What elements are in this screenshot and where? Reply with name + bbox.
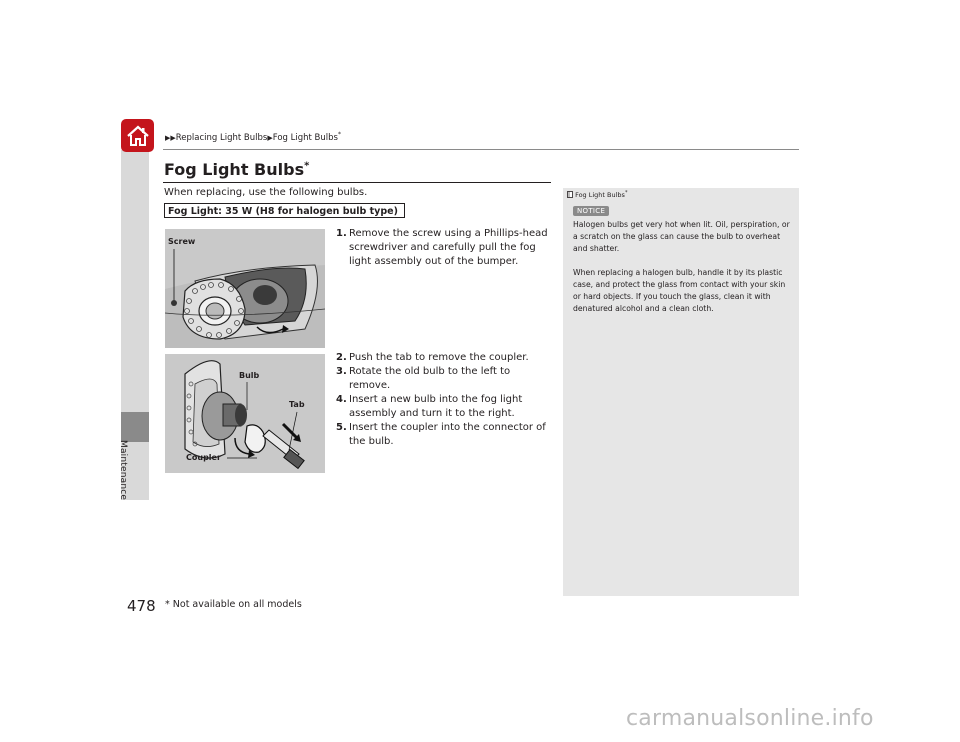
step-list-a — [336, 227, 552, 269]
sidebar-section-marker — [121, 412, 149, 442]
home-button[interactable] — [121, 119, 154, 152]
step-number: 4. — [336, 394, 347, 405]
step-list-b — [336, 351, 552, 449]
header-rule — [163, 149, 799, 150]
footnote: * Not available on all models — [165, 599, 302, 610]
list-item — [336, 365, 552, 393]
page-title-text: Fog Light Bulbs — [164, 160, 305, 179]
breadcrumb-marker: * — [337, 131, 341, 138]
watermark: carmanualsonline.info — [626, 706, 874, 731]
breadcrumb-item-fog-light-bulbs: Fog Light Bulbs — [272, 132, 338, 143]
notice-badge: NOTICE — [573, 206, 609, 216]
breadcrumb-arrow-icon: ▶ — [267, 133, 273, 142]
step-number: 1. — [336, 228, 347, 239]
figure-remove-screw — [165, 229, 325, 348]
note-heading-marker: * — [624, 190, 628, 196]
step-text: Remove the screw using a Phillips-head screwdriver and carefully pull the fog light assembly out of the bumper. — [349, 228, 548, 267]
list-item — [336, 421, 552, 449]
step-text: Insert a new bulb into the fog light assembly and turn it to the right. — [349, 394, 523, 419]
page-title — [164, 160, 309, 179]
title-rule — [163, 182, 551, 183]
step-number: 5. — [336, 422, 347, 433]
fog-light-assembly-illustration — [165, 229, 325, 348]
label-screw: Screw — [168, 237, 196, 246]
breadcrumb-arrow-icon: ▶▶ — [165, 133, 176, 142]
list-item — [336, 227, 552, 269]
sidebar-section-label[interactable]: Maintenance — [118, 440, 128, 501]
intro-text: When replacing, use the following bulbs. — [164, 187, 368, 198]
figure-remove-bulb — [165, 354, 325, 473]
step-text: Insert the coupler into the connector of the bulb. — [349, 422, 546, 447]
list-item — [336, 393, 552, 421]
note-heading-text: Fog Light Bulbs — [575, 191, 625, 200]
note-heading — [567, 190, 627, 199]
label-coupler: Coupler — [186, 453, 221, 462]
label-tab: Tab — [289, 400, 305, 409]
step-number: 3. — [336, 366, 347, 377]
home-icon — [126, 125, 150, 147]
step-text: Rotate the old bulb to the left to remove. — [349, 366, 511, 391]
list-item — [336, 351, 552, 365]
breadcrumb — [165, 131, 341, 143]
note-paragraph-2: When replacing a halogen bulb, handle it by its plastic case, and protect the glass from contact with your skin or hard objects. If you touch the glass, clean it with denatured alcohol and a clean cloth. — [573, 268, 786, 313]
step-text: Push the tab to remove the coupler. — [349, 352, 529, 363]
step-number: 2. — [336, 352, 347, 363]
page-number: 478 — [127, 597, 156, 615]
breadcrumb-item-replacing-light-bulbs[interactable]: Replacing Light Bulbs — [175, 132, 268, 143]
book-icon — [567, 191, 573, 198]
label-bulb: Bulb — [239, 371, 260, 380]
bulb-spec-box: Fog Light: 35 W (H8 for halogen bulb type) — [164, 203, 405, 218]
title-marker: * — [304, 160, 310, 172]
note-paragraph-1: Halogen bulbs get very hot when lit. Oil, perspiration, or a scratch on the glass can cause the bulb to overheat and shatter. — [573, 220, 790, 253]
